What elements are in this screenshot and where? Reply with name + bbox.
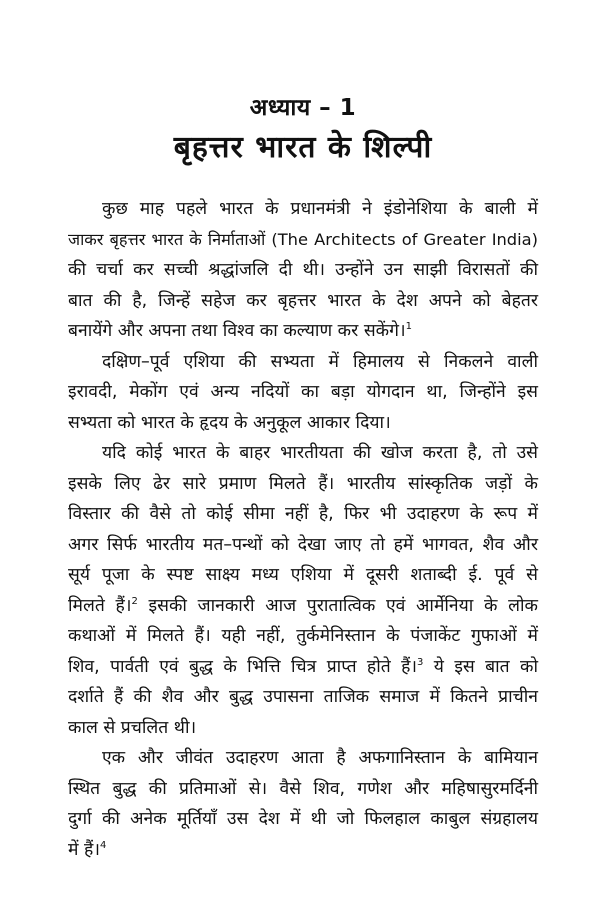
text-segment: शिव, पार्वती एवं बुद्ध के भित्ति चित्र प्राप्त होते हैं। xyxy=(68,656,418,677)
footnote-marker[interactable]: 1 xyxy=(405,321,412,333)
text-line: बात की है, जिन्हें सहेज कर बृहत्तर भारत के देश अपने को बेहतर xyxy=(68,290,538,311)
text-line: इरावदी, मेकोंग एवं अन्य नदियों का बड़ा योगदान था, जिन्होंने इस xyxy=(68,382,538,402)
book-page xyxy=(68,92,538,865)
text-line: कथाओं में मिलते हैं। यही नहीं, तुर्कमेनिस्तान के पंजाकेंट गुफाओं में xyxy=(68,626,538,646)
text-line: विस्तार की वैसे तो कोई सीमा नहीं है, फिर भी उदाहरण के रूप में xyxy=(68,504,538,524)
text-segment: बनायेंगे और अपना तथा विश्व का कल्याण कर सकेंगे। xyxy=(68,321,406,341)
footnote-marker[interactable]: 2 xyxy=(131,595,138,607)
chapter-title: बृहत्तर भारत के शिल्पी xyxy=(173,130,433,165)
paragraph-3 xyxy=(68,438,538,743)
text-line xyxy=(68,316,538,347)
footnote-marker[interactable]: 3 xyxy=(417,656,424,668)
text-line: सूर्य पूजा के स्पष्ट साक्ष्य मध्य एशिया में दूसरी शताब्दी ई. पूर्व से xyxy=(68,565,538,585)
text-segment: मिलते हैं। xyxy=(68,595,132,616)
text-line xyxy=(68,591,538,622)
paragraph-2 xyxy=(68,347,538,439)
text-line: जाकर बृहत्तर भारत के निर्माताओं (The Architects of Greater India) xyxy=(68,229,538,249)
text-line: की चर्चा कर सच्ची श्रद्धांजलि दी थी। उन्होंने उन साझी विरासतों की xyxy=(68,260,538,280)
text-line: काल से प्रचलित थी। xyxy=(68,717,197,738)
paragraph-1 xyxy=(68,194,538,347)
chapter-label: अध्याय – 1 xyxy=(249,95,357,121)
text-segment: में हैं। xyxy=(68,839,100,860)
text-line xyxy=(68,835,538,866)
text-line xyxy=(68,652,538,683)
text-line: एक और जीवंत उदाहरण आता है अफगानिस्तान के बामियान xyxy=(102,748,538,768)
text-line: सभ्यता को भारत के हृदय के अनुकूल आकार दिया। xyxy=(68,412,391,433)
text-line: यदि कोई भारत के बाहर भारतीयता की खोज करता है, तो उसे xyxy=(102,443,538,463)
text-line: दुर्गा की अनेक मूर्तियाँ उस देश में थी जो फिलहाल काबुल संग्रहालय xyxy=(68,809,538,829)
text-line: दक्षिण–पूर्व एशिया की सभ्यता में हिमालय से निकलने वाली xyxy=(102,351,538,372)
text-line: दर्शाते हैं की शैव और बुद्ध उपासना ताजिक समाज में कितने प्राचीन xyxy=(68,687,538,707)
text-line: अगर सिर्फ भारतीय मत–पन्थों को देखा जाए तो हमें भागवत, शैव और xyxy=(68,534,538,555)
text-segment: ये इस बात को xyxy=(423,656,538,677)
paragraph-4 xyxy=(68,743,538,865)
text-line: इसके लिए ढेर सारे प्रमाण मिलते हैं। भारतीय सांस्कृतिक जड़ों के xyxy=(68,473,538,494)
text-line: कुछ माह पहले भारत के प्रधानमंत्री ने इंडोनेशिया के बाली में xyxy=(102,199,538,219)
text-segment: इसकी जानकारी आज पुरातात्विक एवं आर्मेनिया के लोक xyxy=(137,595,538,616)
footnote-marker[interactable]: 4 xyxy=(99,839,107,851)
text-line: स्थित बुद्ध की प्रतिमाओं से। वैसे शिव, गणेश और महिषासुरमर्दिनी xyxy=(68,778,538,799)
